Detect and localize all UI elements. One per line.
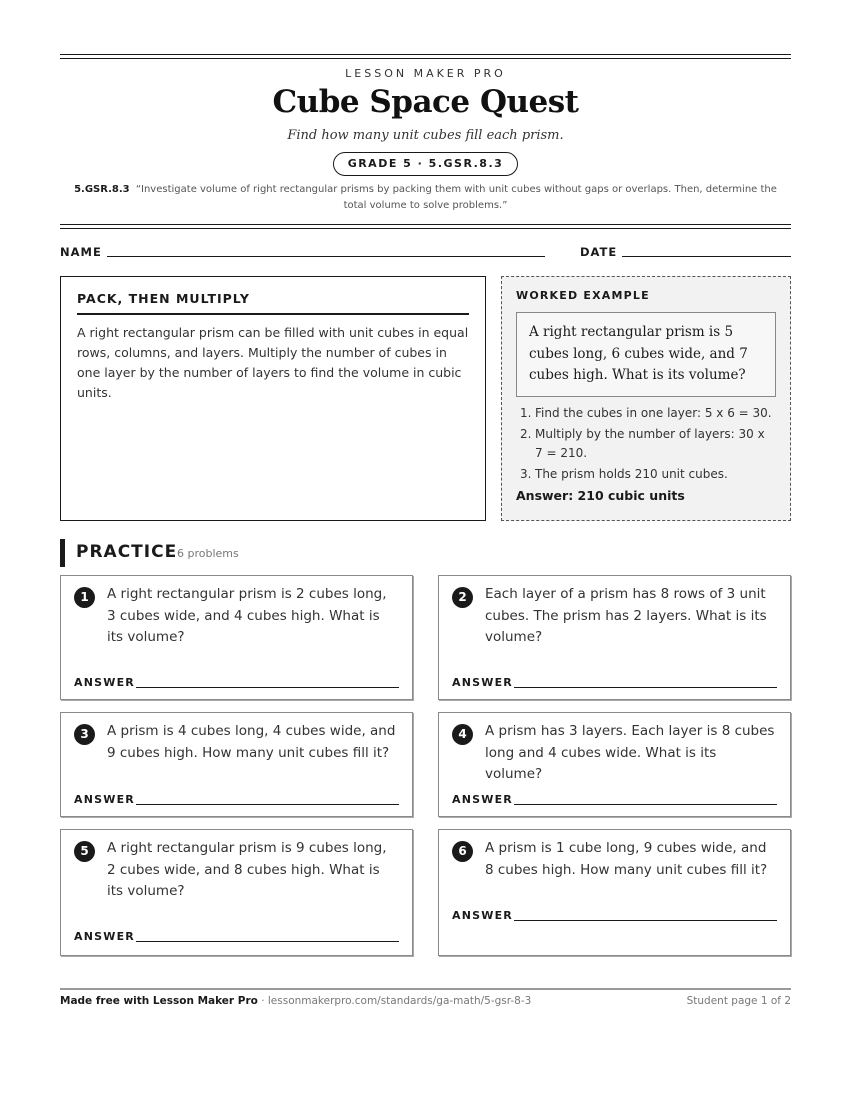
standard-code: 5.GSR.8.3 [74,184,130,195]
practice-title: PRACTICE [76,542,178,562]
standard-statement [60,182,791,214]
problem-text: A right rectangular prism is 2 cubes long, 3 cubes wide, and 4 cubes high. What is its volume? [107,586,387,645]
date-label: DATE [580,245,618,259]
practice-section-header [60,539,791,567]
problem-card-1 [60,575,413,700]
problem-card-3 [60,712,413,817]
header-bottom-double-rule [60,224,791,229]
pack-heading: PACK, THEN MULTIPLY [77,291,469,315]
problem-number: 2 [452,587,473,608]
footer-made-with: Made free with Lesson Maker Pro [60,995,258,1007]
problem-card-4 [438,712,791,817]
practice-accent-bar [60,539,65,567]
footer-url[interactable]: · lessonmakerpro.com/standards/ga-math/5-gsr-8-3 [257,995,532,1007]
name-label: NAME [60,245,102,259]
worked-example-answer: Answer: 210 cubic units [516,487,685,503]
worked-example-step: 2. Multiply by the number of layers: 30 x 7 = 210. [520,427,765,460]
worked-example-step: 1. Find the cubes in one layer: 5 x 6 = 30. [520,405,772,420]
worksheet-subtitle: Find how many unit cubes fill each prism. [287,128,564,143]
pack-body: A right rectangular prism can be filled with unit cubes in equal rows, columns, and layers. Multiply the number of cubes in one layer by the number of layers to find the volume in cubic units. [77,325,469,400]
top-double-rule [60,54,791,59]
problem-text: A prism has 3 layers. Each layer is 8 cubes long and 4 cubes wide. What is its volume? [485,723,775,782]
worked-example-step: 3. The prism holds 210 unit cubes. [520,467,728,481]
answer-field[interactable] [514,920,777,921]
problem-number: 5 [74,841,95,862]
answer-label: ANSWER [74,793,135,806]
worksheet-page [60,0,791,1100]
answer-field[interactable] [514,804,777,805]
name-date-row [60,245,791,261]
date-field[interactable] [622,256,791,257]
worksheet-title: Cube Space Quest [272,84,579,120]
problem-card-6 [438,829,791,956]
worked-example-heading: WORKED EXAMPLE [516,289,650,302]
problem-number: 6 [452,841,473,862]
pack-then-multiply-box [60,276,486,521]
answer-label: ANSWER [452,909,513,922]
worked-example-question: A right rectangular prism is 5 cubes long, 6 cubes wide, and 7 cubes high. What is its volume? [516,312,776,397]
problem-text: A prism is 1 cube long, 9 cubes wide, and 8 cubes high. How many unit cubes fill it? [485,840,768,878]
problem-number: 1 [74,587,95,608]
answer-field[interactable] [514,687,777,688]
problem-number: 4 [452,724,473,745]
footer-page-number: Student page 1 of 2 [686,995,791,1007]
worked-example-box [501,276,791,521]
footer-rule [60,988,791,990]
worked-example-steps [516,404,776,484]
answer-label: ANSWER [74,676,135,689]
practice-count: 6 problems [177,547,239,560]
problem-text: A right rectangular prism is 9 cubes long, 2 cubes wide, and 8 cubes high. What is its volume? [107,840,387,899]
problem-card-5 [60,829,413,956]
answer-label: ANSWER [74,930,135,943]
problem-card-2 [438,575,791,700]
problem-text: Each layer of a prism has 8 rows of 3 unit cubes. The prism has 2 layers. What is its volume? [485,586,767,645]
answer-field[interactable] [136,941,399,942]
answer-label: ANSWER [452,676,513,689]
standard-text: “Investigate volume of right rectangular prisms by packing them with unit cubes without gaps or overlaps. Then, determine the total volume to solve problems.” [135,184,777,211]
brand-name: LESSON MAKER PRO [345,67,506,80]
answer-field[interactable] [136,804,399,805]
problem-text: A prism is 4 cubes long, 4 cubes wide, and 9 cubes high. How many unit cubes fill it? [107,723,396,761]
problem-number: 3 [74,724,95,745]
grade-badge: GRADE 5 · 5.GSR.8.3 [333,152,519,176]
name-field[interactable] [107,256,545,257]
grade-badge-wrap [60,152,791,176]
answer-label: ANSWER [452,793,513,806]
answer-field[interactable] [136,687,399,688]
footer-credit [60,995,531,1007]
